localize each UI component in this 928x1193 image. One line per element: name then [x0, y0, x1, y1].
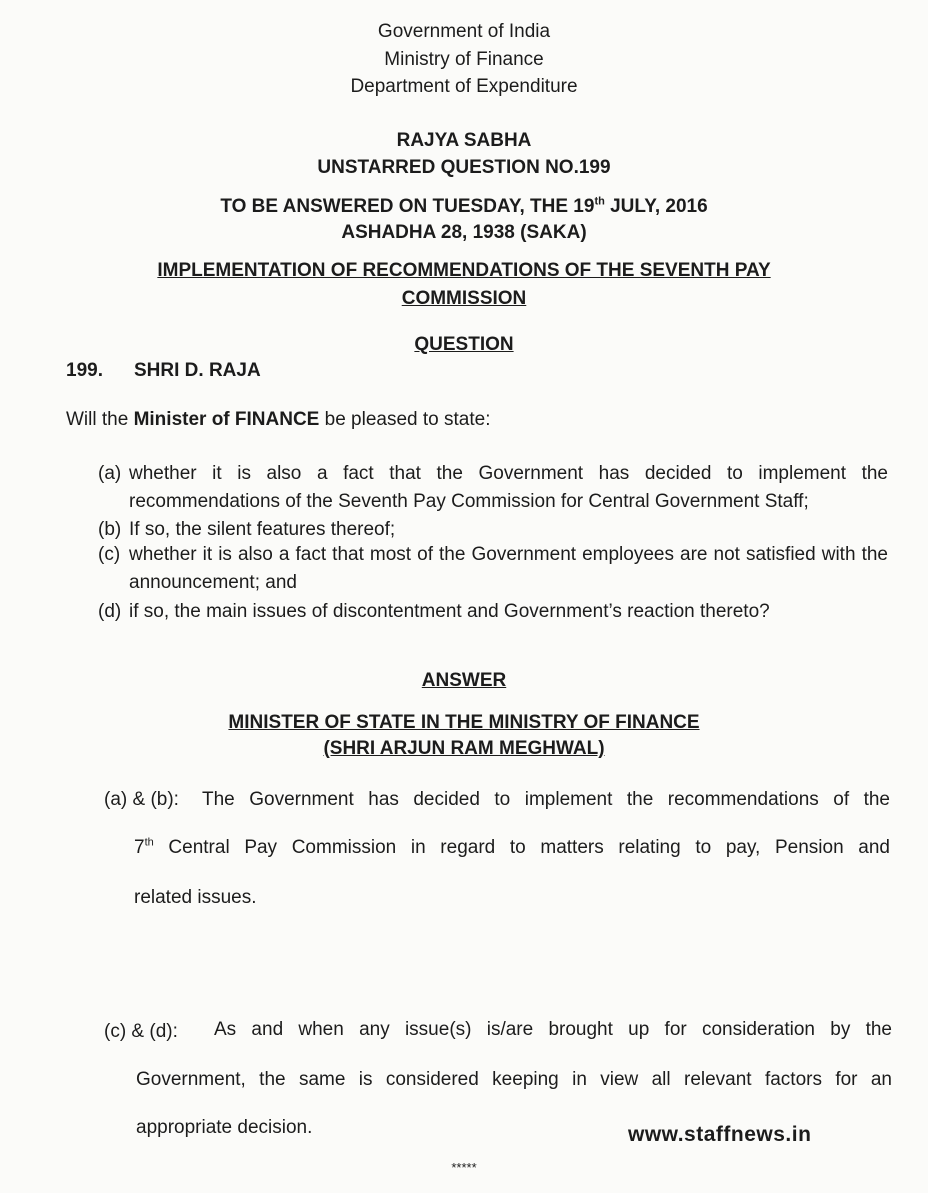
part-text: whether it is also a fact that the Government has decided to implement the recommendations of the Seventh Pay Commission for Central Government Staff;: [129, 463, 888, 512]
question-type: UNSTARRED QUESTION NO.199: [317, 157, 611, 178]
member-name: SHRI D. RAJA: [134, 360, 261, 381]
subject-line1: IMPLEMENTATION OF RECOMMENDATIONS OF THE SEVENTH PAY: [157, 260, 771, 281]
saka-date: ASHADHA 28, 1938 (SAKA): [341, 222, 587, 243]
watermark-url: www.staffnews.in: [628, 1123, 812, 1146]
subject-line2: COMMISSION: [401, 288, 527, 309]
govt-header-line1: Government of India: [377, 21, 551, 42]
answer-cd-line3: appropriate decision.: [136, 1117, 313, 1138]
part-label: (a): [98, 463, 122, 484]
intro-minister: Minister of FINANCE: [133, 409, 320, 430]
answer-cd-line1: As and when any issue(s) is/are brought up for consideration by the: [214, 1019, 892, 1040]
answer-heading: ANSWER: [421, 670, 507, 691]
answer-date-suffix: JULY, 2016: [604, 196, 708, 217]
intro-pre: Will the: [66, 409, 134, 430]
answer-cd-line2: Government, the same is considered keeping in view all relevant factors for an: [136, 1069, 892, 1090]
answer-ab-line2-sup: th: [144, 836, 154, 849]
question-part-c: [98, 541, 888, 597]
answer-ab-line1: The Government has decided to implement the recommendations of the: [202, 789, 890, 810]
answering-minister-line1: MINISTER OF STATE IN THE MINISTRY OF FINANCE: [228, 712, 700, 733]
part-text: whether it is also a fact that most of the Government employees are not satisfied with the announcement; and: [129, 544, 888, 593]
part-text: If so, the silent features thereof;: [129, 519, 396, 540]
answer-ab-line2: [134, 836, 890, 860]
intro-post: be pleased to state:: [319, 409, 491, 430]
govt-header-line3: Department of Expenditure: [350, 76, 578, 97]
question-heading: QUESTION: [414, 334, 514, 355]
question-number: 199.: [66, 360, 103, 381]
answer-date: [0, 196, 928, 218]
house-name: RAJYA SABHA: [396, 130, 532, 151]
question-part-a: [98, 460, 888, 516]
part-label: (b): [98, 519, 122, 540]
answer-date-sup: th: [594, 195, 605, 208]
question-part-b: [98, 516, 888, 544]
answering-minister-line2: (SHRI ARJUN RAM MEGHWAL): [323, 738, 605, 759]
question-intro: [66, 406, 490, 434]
answer-cd-label: (c) & (d):: [104, 1021, 178, 1042]
part-label: (d): [98, 601, 122, 622]
answer-ab-line3: related issues.: [134, 887, 257, 908]
govt-header-line2: Ministry of Finance: [384, 49, 544, 70]
end-mark: *****: [451, 1160, 477, 1175]
question-part-d: [98, 598, 888, 626]
answer-ab-line2-post: Central Pay Commission in regard to matters relating to pay, Pension and: [153, 837, 890, 858]
answer-date-prefix: TO BE ANSWERED ON TUESDAY, THE 19: [220, 196, 595, 217]
part-label: (c): [98, 544, 121, 565]
answer-ab-label: (a) & (b):: [104, 789, 179, 810]
part-text: if so, the main issues of discontentment and Government’s reaction thereto?: [129, 601, 770, 622]
answer-ab-line2-pre: 7: [134, 837, 145, 858]
